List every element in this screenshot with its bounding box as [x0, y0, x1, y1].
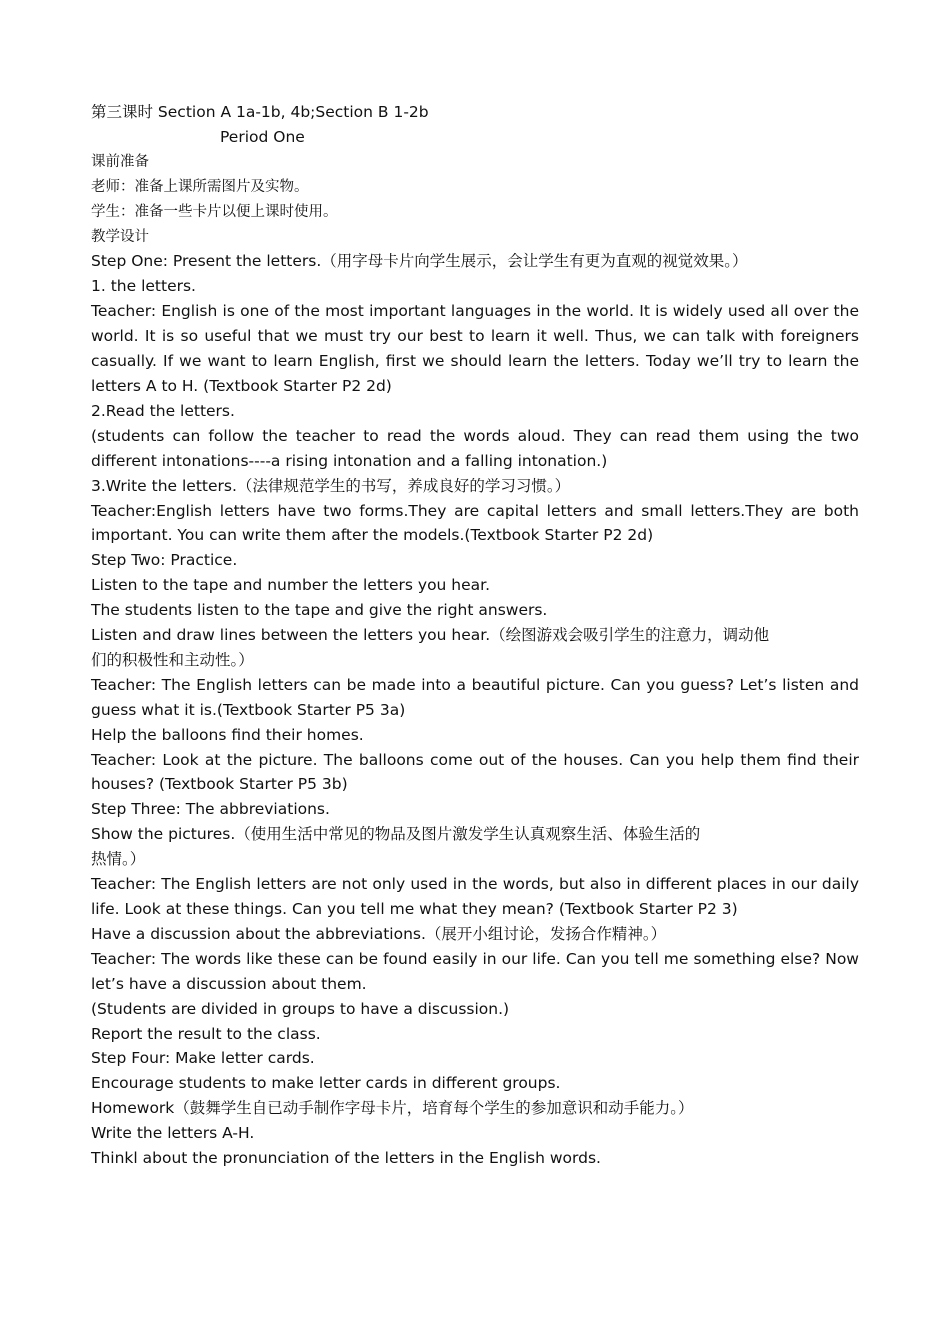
design-heading: 教学设计	[91, 228, 149, 245]
teacher-paragraph-4: Teacher: Look at the picture. The balloons come out of the houses. Can you help them find their houses? (Textbook Starter P5 3b)	[91, 750, 859, 794]
item-two: 2.Read the letters.	[91, 401, 235, 420]
teacher-paragraph-5: Teacher: The English letters are not only used in the words, but also in different places in our daily life. Look at these things. Can you tell me what they mean? (Textbook Starter P2 3)	[91, 875, 859, 918]
homework-item-1: Write the letters A-H.	[91, 1124, 255, 1143]
listen-number: Listen to the tape and number the letters you hear.	[91, 576, 491, 595]
show-pictures-line-1: Show the pictures.（使用生活中常见的物品及图片激发学生认真观察生活、体验生活的	[91, 825, 701, 844]
step-one: Step One: Present the letters.（用字母卡片向学生展示，会让学生有更为直观的视觉效果。）	[91, 252, 748, 271]
item-three: 3.Write the letters.（法律规范学生的书写，养成良好的学习习惯。）	[91, 476, 571, 495]
teacher-paragraph-3: Teacher: The English letters can be made into a beautiful picture. Can you guess? Let’s listen and guess what it is.(Textbook Starter P5 3a)	[91, 675, 859, 719]
document-page	[91, 100, 859, 1171]
report-line: Report the result to the class.	[91, 1024, 321, 1043]
teacher-paragraph-6: Teacher: The words like these can be found easily in our life. Can you tell me something else? Now let’s have a discussion about them.	[91, 949, 859, 993]
show-pictures-line-2: 热情。）	[91, 850, 146, 869]
student-prep: 学生：准备一些卡片以便上课时使用。	[91, 203, 338, 220]
homework-item-2: Thinkl about the pronunciation of the letters in the English words.	[91, 1149, 601, 1168]
groups-note: (Students are divided in groups to have a discussion.)	[91, 999, 510, 1018]
prep-heading: 课前准备	[91, 153, 149, 170]
step-two: Step Two: Practice.	[91, 551, 238, 570]
period-title: Period One	[220, 127, 305, 146]
step-four: Step Four: Make letter cards.	[91, 1049, 315, 1068]
lesson-header: 第三课时 Section A 1a-1b, 4b;Section B 1-2b	[91, 103, 429, 121]
listen-draw-line-2: 们的积极性和主动性。）	[91, 650, 254, 669]
listen-draw-line-1: Listen and draw lines between the letters you hear.（绘图游戏会吸引学生的注意力，调动他	[91, 626, 770, 645]
listen-note: The students listen to the tape and give the right answers.	[91, 601, 548, 620]
step-three: Step Three: The abbreviations.	[91, 800, 330, 819]
read-note: (students can follow the teacher to read the words aloud. They can read them using the two different intonations----a rising intonation and a falling intonation.)	[91, 426, 859, 470]
item-one: 1. the letters.	[91, 277, 196, 296]
teacher-prep: 老师：准备上课所需图片及实物。	[91, 178, 309, 195]
teacher-paragraph-2: Teacher:English letters have two forms.They are capital letters and small letters.They are both important. You can write them after the models.(Textbook Starter P2 2d)	[91, 501, 859, 545]
balloons-line: Help the balloons find their homes.	[91, 725, 364, 744]
homework-line: Homework（鼓舞学生自已动手制作字母卡片，培育每个学生的参加意识和动手能力。）	[91, 1099, 694, 1118]
encourage-line: Encourage students to make letter cards in different groups.	[91, 1074, 561, 1093]
teacher-paragraph-1: Teacher: English is one of the most important languages in the world. It is widely used all over the world. It is so useful that we must try our best to learn it well. Thus, we can talk with foreigners casually. If we want to learn English, first we should learn the letters. Today we’ll try to learn the letters A to H. (Textbook Starter P2 2d)	[91, 302, 859, 395]
discussion-line: Have a discussion about the abbreviations.（展开小组讨论，发扬合作精神。）	[91, 924, 667, 943]
